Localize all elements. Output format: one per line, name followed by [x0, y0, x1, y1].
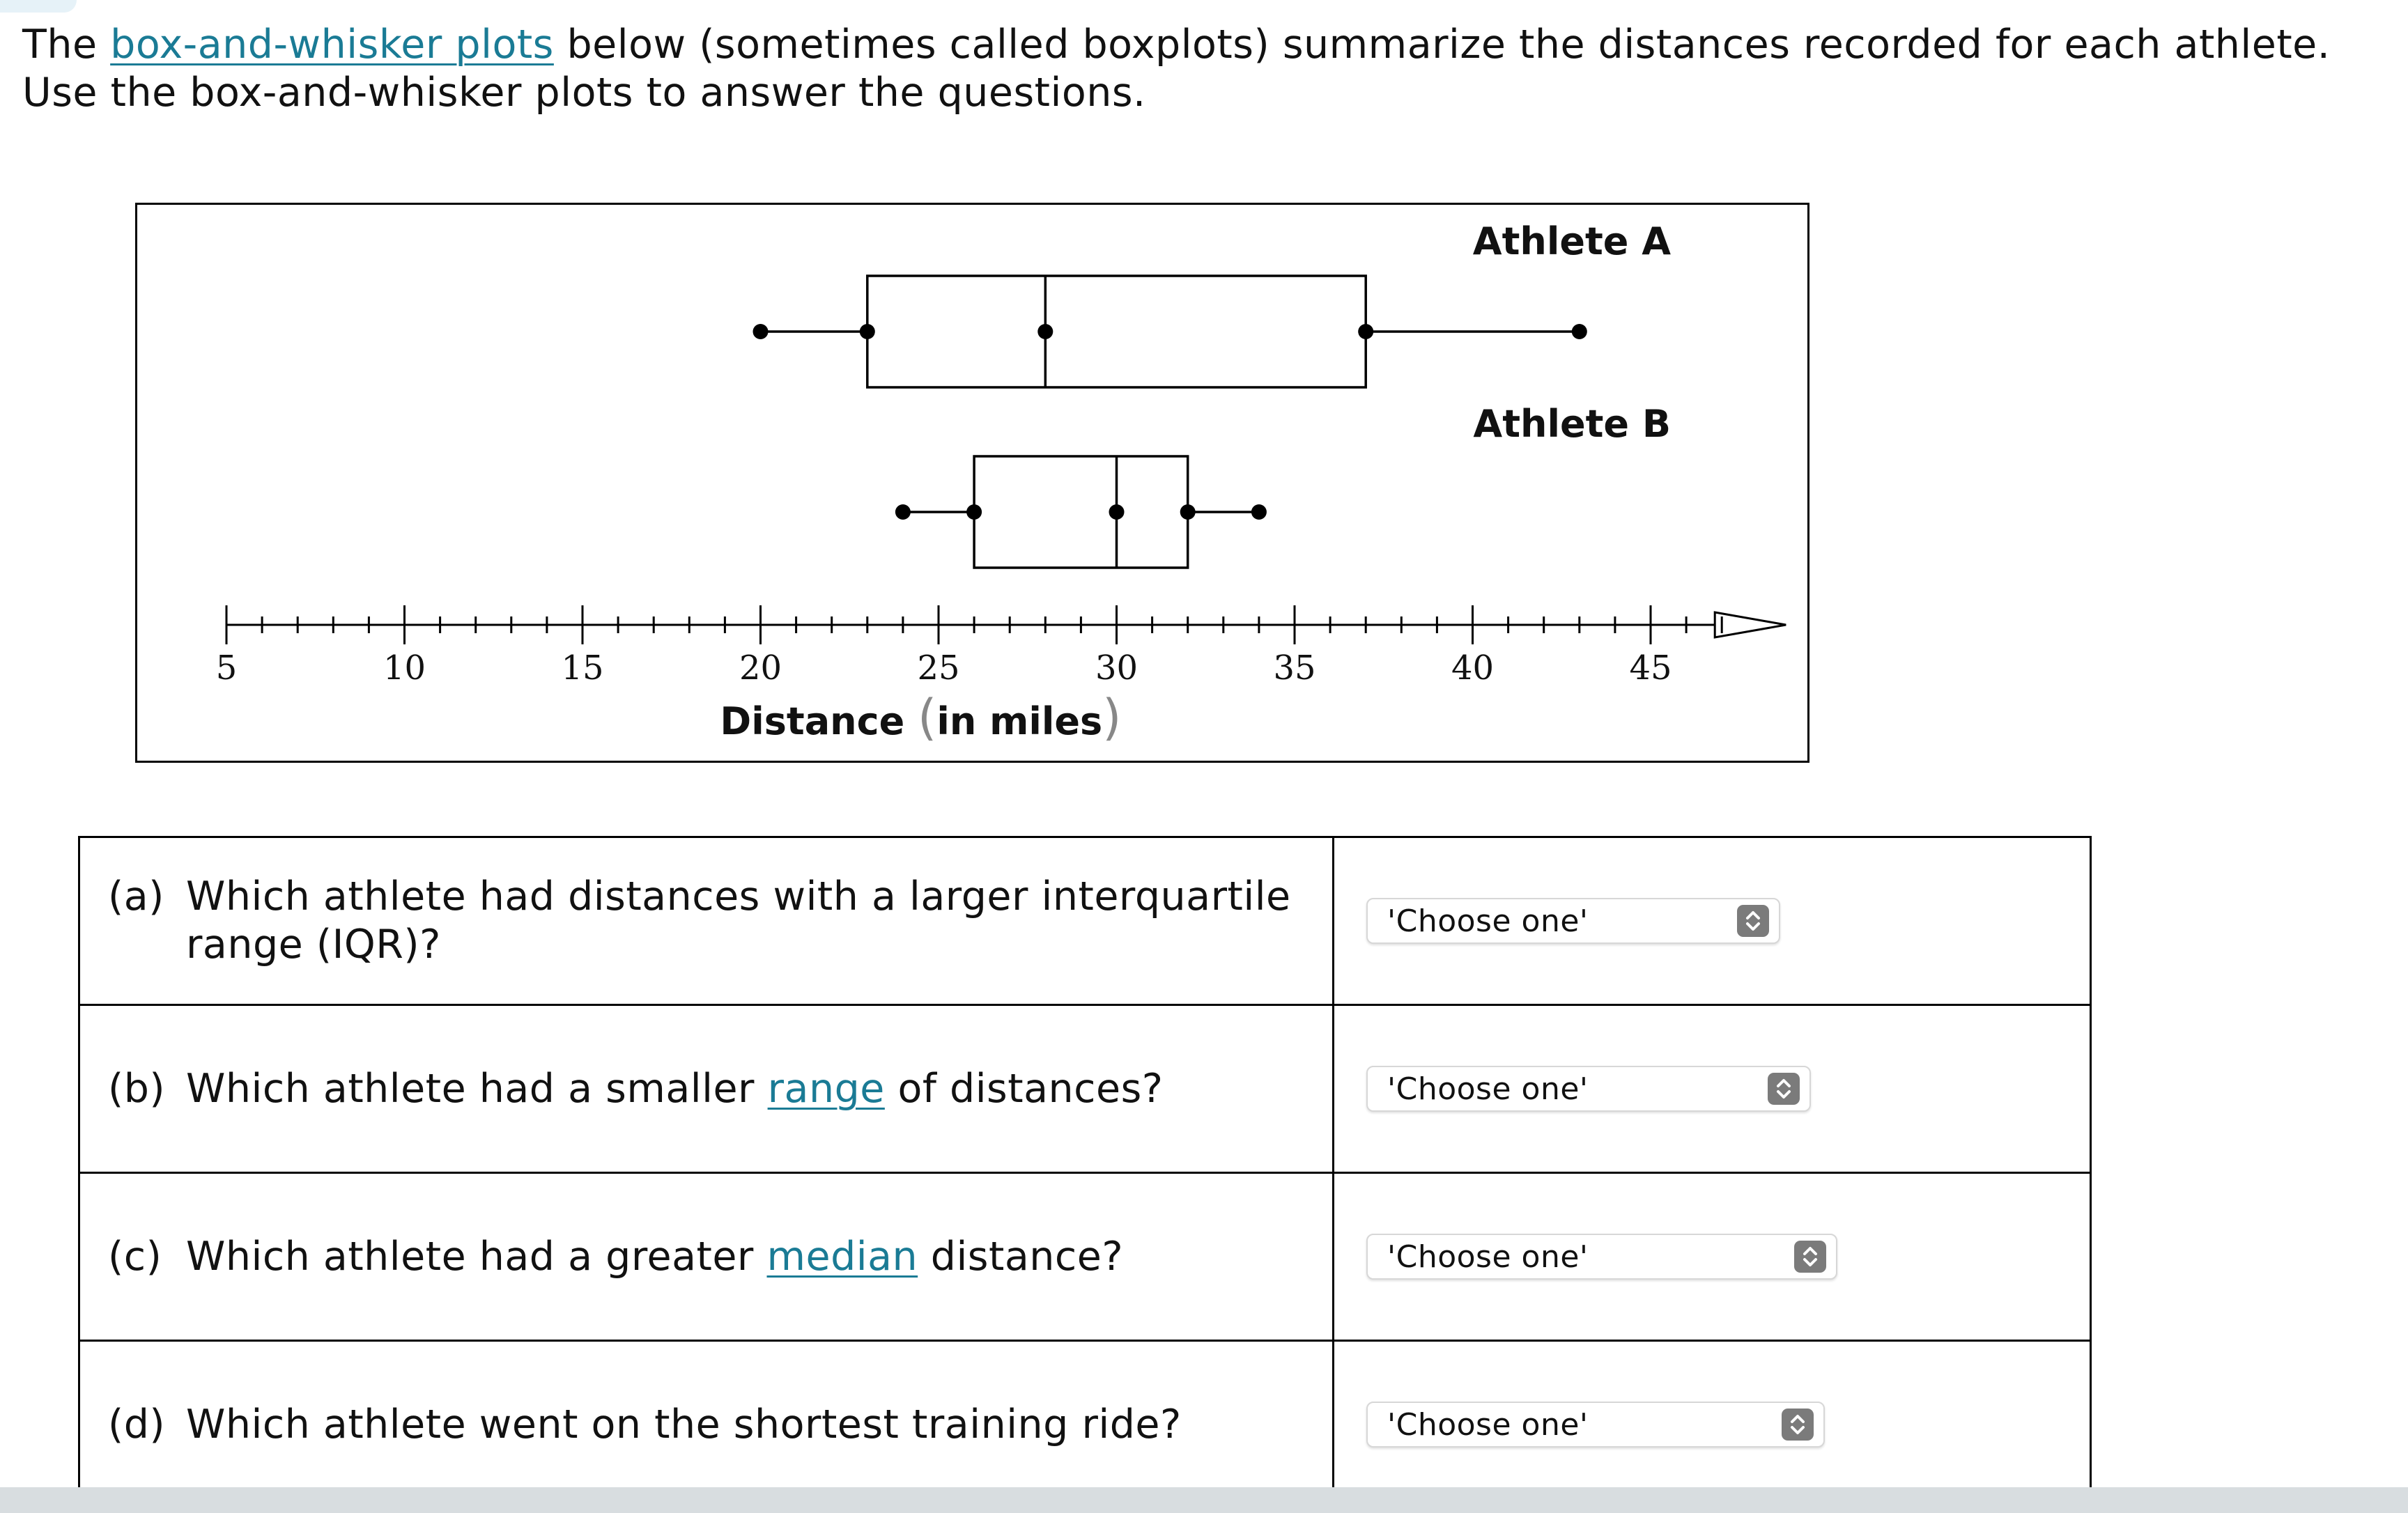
- question-row-c: [79, 1173, 2091, 1341]
- question-text: Which athlete went on the shortest training ride?: [186, 1401, 1182, 1448]
- up-down-chevron-icon: [1737, 905, 1769, 937]
- up-down-chevron-icon: [1782, 1409, 1814, 1441]
- select-value: 'Choose one': [1387, 1239, 1589, 1275]
- select-value: 'Choose one': [1387, 1071, 1589, 1107]
- select-value: 'Choose one': [1387, 903, 1589, 939]
- athlete-b-median-point: [1109, 504, 1125, 520]
- answer-select-a[interactable]: [1366, 898, 1780, 944]
- athlete-a-q3-point: [1358, 324, 1373, 339]
- athlete-a-min-point: [753, 324, 769, 339]
- instructions: [22, 21, 2356, 117]
- bottom-scroll-bar[interactable]: [0, 1487, 2408, 1513]
- instructions-line-1: The box-and-whisker plots below (sometimes called boxplots) summarize the distances recorded for each athlete.: [22, 22, 2331, 68]
- athlete-a-box: [867, 276, 1366, 387]
- x-tick-label: 45: [1629, 649, 1672, 688]
- question-row-b: [79, 1005, 2091, 1173]
- athlete-a-label: Athlete A: [1472, 219, 1671, 263]
- athlete-a-max-point: [1572, 324, 1587, 339]
- athlete-a-q1-point: [860, 324, 875, 339]
- boxplot-chart: [135, 203, 1809, 763]
- answer-select-c[interactable]: [1366, 1234, 1837, 1280]
- x-tick-label: 10: [383, 649, 426, 688]
- x-tick-label: 25: [917, 649, 960, 688]
- median-link[interactable]: median: [766, 1233, 918, 1280]
- athlete-b-q3-point: [1180, 504, 1196, 520]
- x-tick-label: 40: [1451, 649, 1495, 688]
- athlete-a-median-point: [1037, 324, 1053, 339]
- top-left-tab-edge: [0, 0, 77, 13]
- x-axis-arrow-icon: [1715, 612, 1786, 637]
- x-tick-label: 30: [1095, 649, 1139, 688]
- question-row-d: [79, 1341, 2091, 1509]
- question-text: Which athlete had distances with a larger interquartile range (IQR)?: [186, 874, 1291, 968]
- athlete-b-label: Athlete B: [1473, 402, 1671, 446]
- x-tick-label: 35: [1273, 649, 1316, 688]
- question-row-a: [79, 837, 2091, 1005]
- athlete-b-min-point: [895, 504, 911, 520]
- x-tick-label: 15: [561, 649, 604, 688]
- question-text: Which athlete had a greater median distance?: [186, 1233, 1124, 1280]
- question-label: (a): [108, 874, 164, 920]
- question-label: (b): [108, 1065, 166, 1112]
- athlete-b-max-point: [1251, 504, 1267, 520]
- athlete-b-box: [974, 456, 1188, 568]
- answer-select-b[interactable]: [1366, 1066, 1811, 1112]
- up-down-chevron-icon: [1794, 1241, 1826, 1273]
- up-down-chevron-icon: [1768, 1073, 1800, 1105]
- question-label: (c): [108, 1233, 162, 1280]
- athlete-b-q1-point: [966, 504, 982, 520]
- x-axis-title: Distance (in miles): [720, 689, 1122, 746]
- question-label: (d): [108, 1401, 166, 1448]
- questions-table: [78, 836, 2092, 1510]
- select-value: 'Choose one': [1387, 1406, 1589, 1443]
- x-tick-label: 20: [739, 649, 782, 688]
- box-and-whisker-plots-link[interactable]: box-and-whisker plots: [110, 22, 554, 68]
- range-link[interactable]: range: [767, 1065, 885, 1112]
- question-text: Which athlete had a smaller range of distances?: [186, 1065, 1164, 1112]
- answer-select-d[interactable]: [1366, 1402, 1825, 1448]
- instructions-line-2: Use the box-and-whisker plots to answer the questions.: [22, 70, 1146, 116]
- x-tick-label: 5: [215, 649, 238, 688]
